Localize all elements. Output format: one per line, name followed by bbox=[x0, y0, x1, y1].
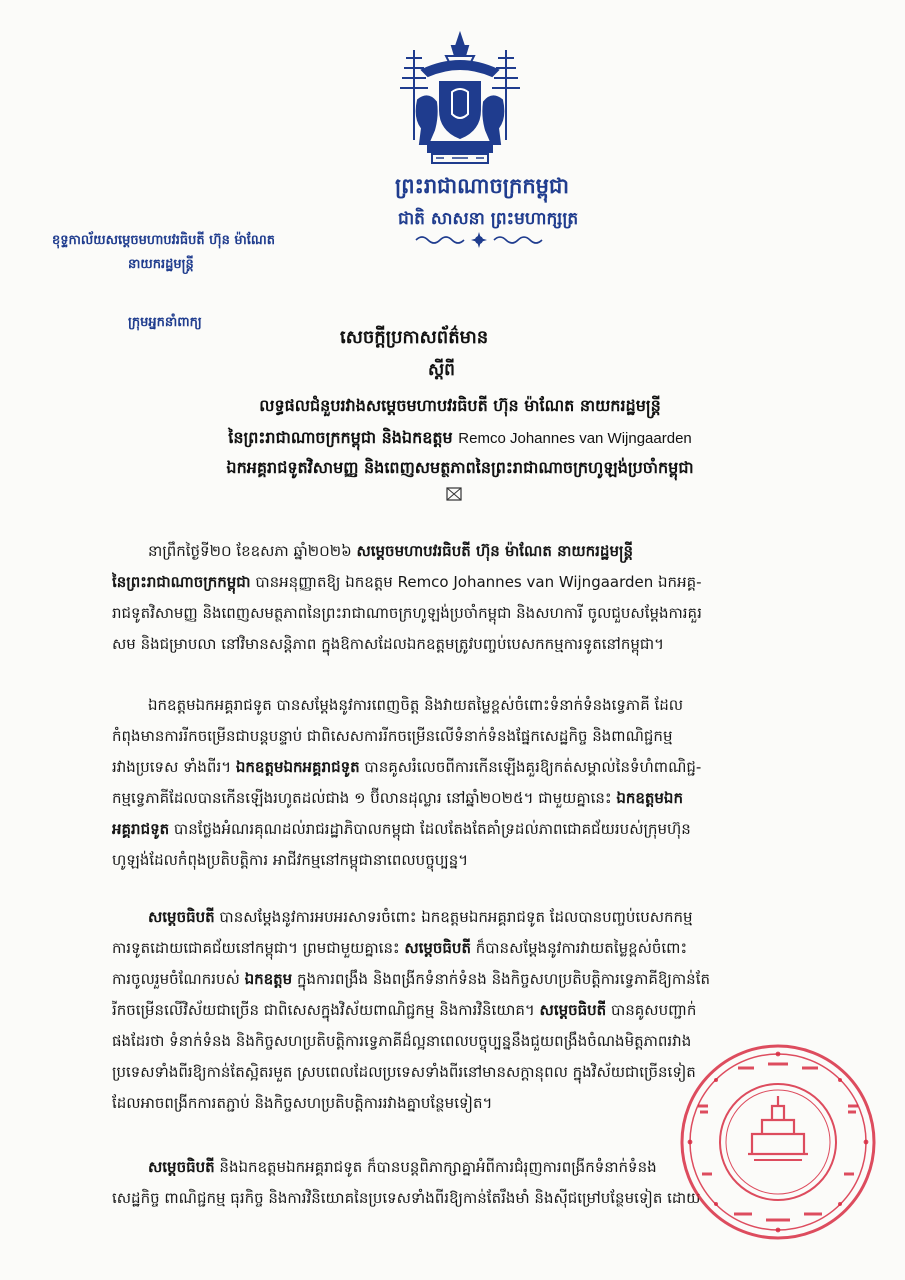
paragraph-bold-text: ឯកឧត្តម bbox=[244, 970, 293, 988]
paragraph-text: ការទូតដោយជោគជ័យនៅកម្ពុជា។ ព្រមជាមួយគ្នានេះ bbox=[112, 939, 405, 957]
paragraph-text: ផងដែរថា ទំនាក់ទំនង និងកិច្ចសហប្រតិបត្តិការទ្វេភាគីដ៏ល្អនាពេលបច្ចុប្បន្ននឹងជួយពង្រឹងចំណងមិត្តភាពរវាង bbox=[112, 1032, 692, 1050]
paragraph-text: ប្រទេសទាំងពីរឱ្យកាន់តែស្អិតរមួត ស្របពេលដែលប្រទេសទាំងពីរនៅមានសក្តានុពល ក្នុងវិស័យជាច្រើនទៀត bbox=[112, 1063, 696, 1081]
paragraph-line bbox=[112, 814, 832, 845]
paragraph-bold-text: សម្តេចធិបតី bbox=[148, 1158, 215, 1176]
title-divider-icon bbox=[444, 486, 464, 502]
paragraph-line bbox=[112, 902, 832, 933]
motto-ornament-icon bbox=[412, 232, 546, 248]
paragraph-line bbox=[112, 536, 832, 567]
paragraph-bold-text: អគ្គរាជទូត bbox=[112, 820, 170, 838]
headline-line-2 bbox=[90, 426, 830, 451]
paragraph-bold-text: នៃព្រះរាជាណាចក្រកម្ពុជា bbox=[112, 573, 251, 591]
paragraph-line bbox=[112, 964, 832, 995]
paragraph-text: ក្នុងការពង្រឹង និងពង្រីកទំនាក់ទំនង និងកិច្ចសហប្រតិបត្តិការទ្វេភាគីឱ្យកាន់តែ bbox=[292, 970, 710, 988]
paragraph-text: ឯកឧត្តមឯកអគ្គរាជទូត បានសម្តែងនូវការពេញចិត្ត និងវាយតម្លៃខ្ពស់ចំពោះទំនាក់ទំនងទ្វេភាគី ដែល bbox=[148, 696, 684, 714]
paragraph-line bbox=[112, 995, 832, 1026]
paragraph-bold-text: ឯកឧត្តមឯកអគ្គរាជទូត bbox=[235, 758, 360, 776]
paragraph-line bbox=[112, 629, 832, 660]
kingdom-title: ព្រះរាជាណាចក្រកម្ពុជា bbox=[395, 173, 570, 198]
headline-line-1: លទ្ធផលជំនួបរវាងសម្តេចមហាបវរធិបតី ហ៊ុន ម៉ាណែត នាយករដ្ឋមន្ត្រី bbox=[259, 396, 661, 415]
paragraph-text: ហូឡង់ដែលកំពុងប្រតិបត្តិការ អាជីវកម្មនៅកម្ពុជានាពេលបច្ចុប្បន្ន។ bbox=[112, 851, 469, 869]
paragraph-text: រីកចម្រើនលើវិស័យជាច្រើន ជាពិសេសក្នុងវិស័យពាណិជ្ជកម្ម និងការវិនិយោគ។ bbox=[112, 1001, 540, 1019]
paragraph-line bbox=[112, 933, 832, 964]
document-title: សេចក្តីប្រកាសព័ត៌មាន bbox=[340, 327, 489, 348]
paragraph-text: កំពុងមានការរីកចម្រើនជាបន្តបន្ទាប់ ជាពិសេសការរីកចម្រើនលើទំនាក់ទំនងផ្នែកសេដ្ឋកិច្ច និងពាណិជ្ជកម្ម bbox=[112, 727, 673, 745]
paragraph-text: រាជទូតវិសាមញ្ញ និងពេញសមត្ថភាពនៃព្រះរាជាណាចក្រហូឡង់ប្រចាំកម្ពុជា និងសហការី ចូលជួបសម្តែងការគួរ bbox=[112, 604, 702, 622]
royal-emblem-icon bbox=[392, 30, 528, 165]
spokesperson-unit: ក្រុមអ្នកនាំពាក្យ bbox=[128, 315, 202, 330]
paragraph-line bbox=[112, 690, 832, 721]
paragraph-bold-text: សម្តេចធិបតី bbox=[404, 939, 471, 957]
paragraph-text: និងឯកឧត្តមឯកអគ្គរាជទូត ក៏បានបន្តពិភាក្សាគ្នាអំពីការជំរុញការពង្រីកទំនាក់ទំនង bbox=[214, 1158, 657, 1176]
headline-line-2-khmer: នៃព្រះរាជាណាចក្រកម្ពុជា និងឯកឧត្តម bbox=[228, 428, 453, 447]
paragraph-1 bbox=[112, 536, 832, 660]
paragraph-text: បានថ្លែងអំណរគុណដល់រាជរដ្ឋាភិបាលកម្ពុជា ដែលតែងតែគាំទ្រដល់ភាពជោគជ័យរបស់ក្រុមហ៊ុន bbox=[169, 820, 691, 838]
paragraph-line bbox=[112, 598, 832, 629]
paragraph-text: បានគូសរំលេចពីការកើនឡើងគួរឱ្យកត់សម្គាល់នៃទំហំពាណិជ្ជ- bbox=[359, 758, 702, 776]
paragraph-line bbox=[112, 845, 832, 876]
paragraph-text: ក៏បានសម្តែងនូវការវាយតម្លៃខ្ពស់ចំពោះ bbox=[470, 939, 688, 957]
paragraph-bold-text: សម្តេចធិបតី bbox=[539, 1001, 607, 1019]
paragraph-line bbox=[112, 567, 832, 598]
national-motto: ជាតិ សាសនា ព្រះមហាក្សត្រ bbox=[398, 209, 579, 229]
paragraph-line bbox=[112, 721, 832, 752]
ambassador-name: Remco Johannes van Wijngaarden bbox=[458, 430, 692, 447]
paragraph-text: សេដ្ឋកិច្ច ពាណិជ្ជកម្ម ធុរកិច្ច និងការវិនិយោគនៃប្រទេសទាំងពីរឱ្យកាន់តែរឹងមាំ និងស៊ីជម្រៅបន្ថែមទៀត ដោយ bbox=[112, 1189, 701, 1207]
office-name: ខុទ្ទកាល័យសម្ដេចមហាបវរធិបតី ហ៊ុន ម៉ាណែត bbox=[52, 233, 275, 248]
paragraph-2 bbox=[112, 690, 832, 876]
paragraph-line bbox=[112, 783, 832, 814]
paragraph-text: នាព្រឹកថ្ងៃទី២០ ខែឧសភា ឆ្នាំ២០២៦ bbox=[148, 542, 357, 560]
paragraph-bold-text: សម្តេចមហាបវរធិបតី ហ៊ុន ម៉ាណែត នាយករដ្ឋមន្ត្រី bbox=[356, 542, 633, 560]
paragraph-text: រវាងប្រទេស ទាំងពីរ។ bbox=[112, 758, 236, 776]
paragraph-text: កម្មទ្វេភាគីដែលបានកើនឡើងរហូតដល់ជាង ១ ប៊ីលានដុល្លារ នៅឆ្នាំ២០២៥។ ជាមួយគ្នានេះ bbox=[112, 789, 617, 807]
document-subject-label: ស្តីពី bbox=[428, 360, 455, 380]
paragraph-text: បានសម្តែងនូវការអបអរសាទរចំពោះ ឯកឧត្តមឯកអគ្គរាជទូត ដែលបានបញ្ចប់បេសកកម្ម bbox=[214, 908, 693, 926]
paragraph-text: បានគូសបញ្ជាក់ bbox=[606, 1001, 697, 1019]
headline-line-3: ឯកអគ្គរាជទូតវិសាមញ្ញ និងពេញសមត្ថភាពនៃព្រះរាជាណាចក្រហូឡង់ប្រចាំកម្ពុជា bbox=[226, 458, 694, 477]
paragraph-text: បានអនុញ្ញាតឱ្យ ឯកឧត្តម Remco Johannes van Wijngaarden ឯកអគ្គ- bbox=[250, 573, 702, 591]
paragraph-bold-text: សម្តេចធិបតី bbox=[148, 908, 215, 926]
paragraph-bold-text: ឯកឧត្តមឯក bbox=[616, 789, 683, 807]
paragraph-text: ដែលអាចពង្រីកការតភ្ជាប់ និងកិច្ចសហប្រតិបត្តិការរវាងគ្នាបន្ថែមទៀត។ bbox=[112, 1094, 493, 1112]
paragraph-line bbox=[112, 752, 832, 783]
paragraph-text: សម និងជម្រាបលា នៅវិមានសន្តិភាព ក្នុងឱកាសដែលឯកឧត្តមត្រូវបញ្ចប់បេសកកម្មការទូតនៅកម្ពុជា។ bbox=[112, 635, 665, 653]
office-title: នាយករដ្ឋមន្ត្រី bbox=[128, 257, 194, 272]
paragraph-text: ការចូលរួមចំណែករបស់ bbox=[112, 970, 245, 988]
official-seal-icon bbox=[678, 1042, 878, 1242]
